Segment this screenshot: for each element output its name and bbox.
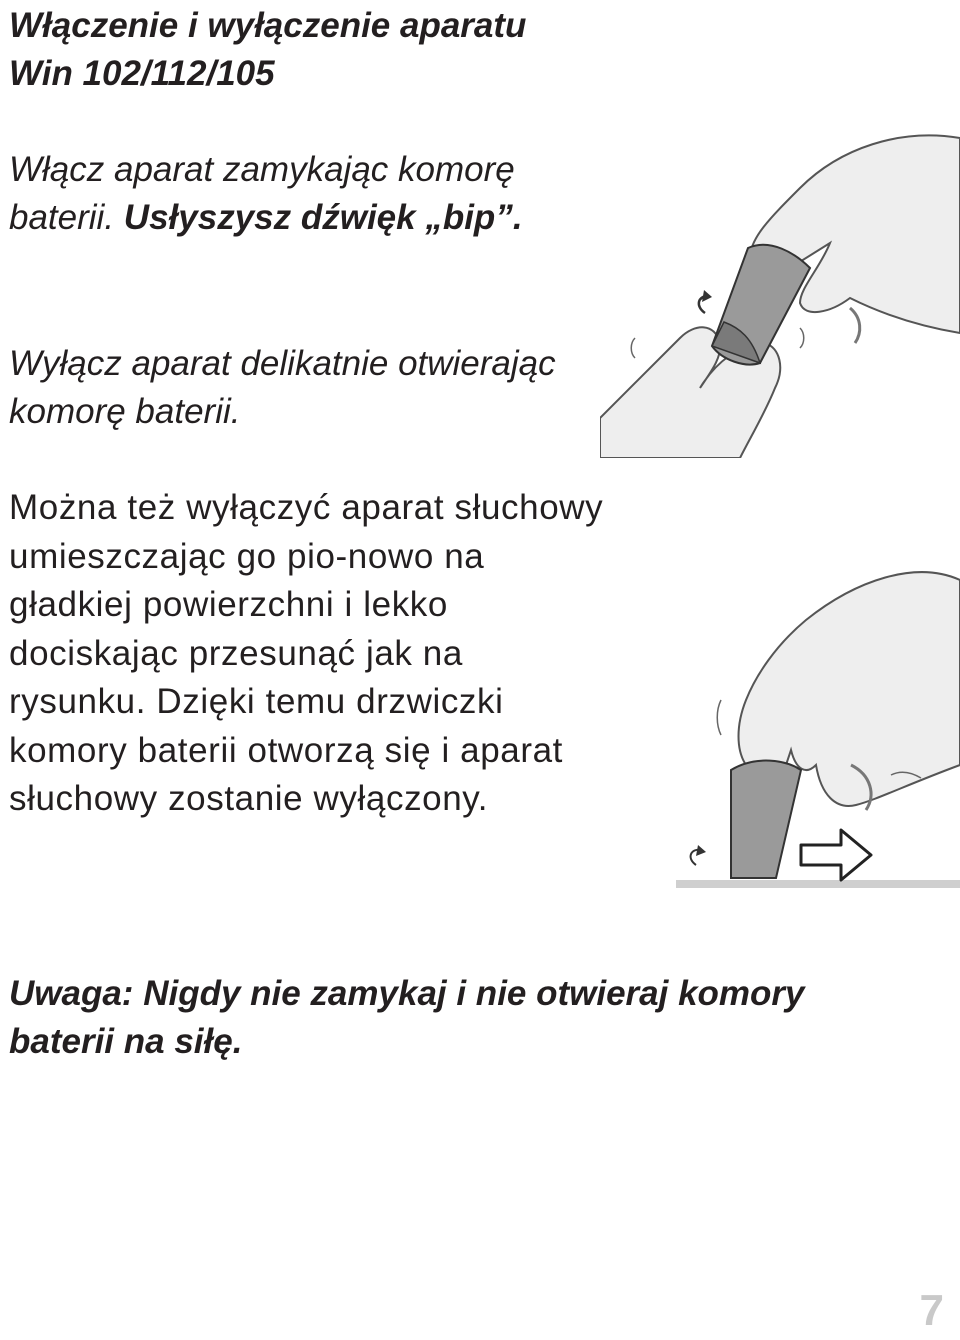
title-line-2: Win 102/112/105 <box>9 54 275 93</box>
device-tube <box>850 308 860 343</box>
hand-opening-battery-illustration <box>600 128 960 458</box>
power-on-instruction <box>9 146 569 242</box>
hearing-aid-device <box>731 761 801 878</box>
alternative-power-off-instruction: Można też wyłączyć aparat słuchowy umieszczając go pio-nowo na gładkiej powierzchni i lekko dociskając przesunąć jak na rysunku. Dzięki temu drzwiczki komory baterii otworzą się i aparat słuchowy zostanie wyłączony. <box>9 488 604 818</box>
slide-arrow-icon <box>801 830 871 880</box>
title-line-1: Włączenie i wyłączenie aparatu <box>9 6 527 45</box>
page-number: 7 <box>919 1286 944 1335</box>
warning-note: Uwaga: Nigdy nie zamykaj i nie otwieraj komory baterii na siłę. <box>9 974 805 1061</box>
power-on-text: Włącz aparat zamykając komorę baterii. <box>9 150 515 237</box>
flat-surface <box>676 880 960 888</box>
beep-notice: Usłyszysz dźwięk „bip”. <box>123 198 523 237</box>
page-title <box>9 2 709 98</box>
power-off-instruction: Wyłącz aparat delikatnie otwierając komorę baterii. <box>9 344 556 431</box>
hand-sliding-device-illustration <box>676 560 960 900</box>
